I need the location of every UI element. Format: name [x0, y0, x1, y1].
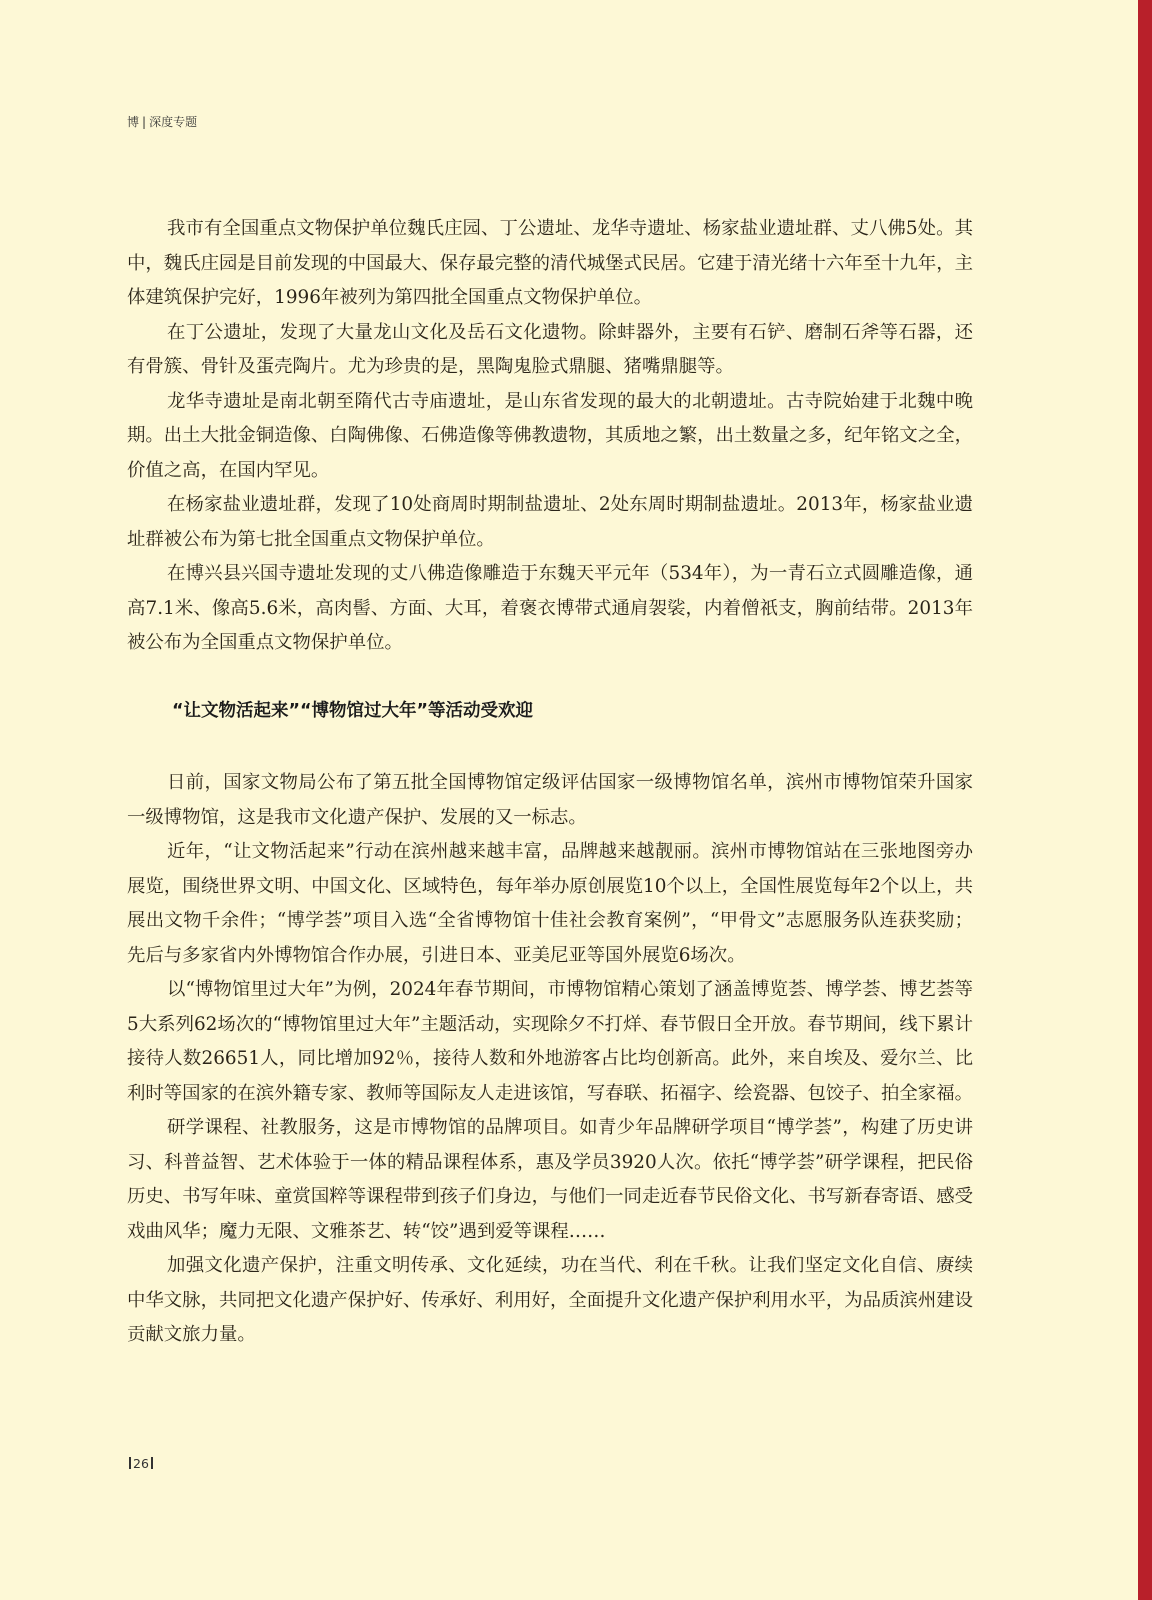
page-number-value: 26: [133, 1456, 149, 1471]
paragraph: 研学课程、社教服务，这是市博物馆的品牌项目。如青少年品牌研学项目“博学荟”，构建了历史讲习、科普益智、艺术体验于一体的精品课程体系，惠及学员3920人次。依托“博学荟”研学课程，把民俗历史、书写年味、童赏国粹等课程带到孩子们身边，与他们一同走近春节民俗文化、书写新春寄语、感受戏曲风华；魔力无限、文雅茶艺、转“饺”遇到爱等课程……: [127, 1117, 973, 1242]
paragraph: 日前，国家文物局公布了第五批全国博物馆定级评估国家一级博物馆名单，滨州市博物馆荣升国家一级博物馆，这是我市文化遗产保护、发展的又一标志。: [127, 772, 973, 828]
header-separator: |: [142, 115, 147, 129]
header-section: 深度专题: [149, 115, 198, 129]
section-1-body: [127, 212, 973, 661]
paragraph: 以“博物馆里过大年”为例，2024年春节期间，市博物馆精心策划了涵盖博览荟、博学荟、博艺荟等5大系列62场次的“博物馆里过大年”主题活动，实现除夕不打烊、春节假日全开放。春节期间，线下累计接待人数26651人，同比增加92％，接待人数和外地游客占比均创新高。此外，来自埃及、爱尔兰、比利时等国家的在滨外籍专家、教师等国际友人走进该馆，写春联、拓福字、绘瓷器、包饺子、拍全家福。: [127, 979, 973, 1104]
running-header: [127, 113, 197, 130]
page-number-right-bar: [151, 1457, 153, 1469]
paragraph: 在丁公遗址，发现了大量龙山文化及岳石文化遗物。除蚌器外，主要有石铲、磨制石斧等石器，还有骨簇、骨针及蛋壳陶片。尤为珍贵的是，黑陶鬼脸式鼎腿、猪嘴鼎腿等。: [127, 321, 973, 377]
paragraph: 在博兴县兴国寺遗址发现的丈八佛造像雕造于东魏天平元年（534年），为一青石立式圆雕造像，通高7.1米、像高5.6米，高肉髻、方面、大耳，着褒衣博带式通肩袈裟，内着僧祇支，胸前结带。2013年被公布为全国重点文物保护单位。: [127, 563, 973, 653]
paragraph: 加强文化遗产保护，注重文明传承、文化延续，功在当代、利在千秋。让我们坚定文化自信、赓续中华文脉，共同把文化遗产保护好、传承好、利用好，全面提升文化遗产保护利用水平，为品质滨州建设贡献文旅力量。: [127, 1255, 973, 1345]
section-heading: “让文物活起来”“博物馆过大年”等活动受欢迎: [172, 701, 534, 721]
paragraph: 近年，“让文物活起来”行动在滨州越来越丰富，品牌越来越靓丽。滨州市博物馆站在三张地图旁办展览，围绕世界文明、中国文化、区域特色，每年举办原创展览10个以上，全国性展览每年2个以上，共展出文物千余件；“博学荟”项目入选“全省博物馆十佳社会教育案例”，“甲骨文”志愿服务队连获奖励；先后与多家省内外博物馆合作办展，引进日本、亚美尼亚等国外展览6场次。: [127, 841, 973, 966]
section-2-body: [127, 766, 973, 1353]
paragraph: 在杨家盐业遗址群，发现了10处商周时期制盐遗址、2处东周时期制盐遗址。2013年，杨家盐业遗址群被公布为第七批全国重点文物保护单位。: [127, 494, 973, 550]
paragraph: 我市有全国重点文物保护单位魏氏庄园、丁公遗址、龙华寺遗址、杨家盐业遗址群、丈八佛5处。其中，魏氏庄园是目前发现的中国最大、保存最完整的清代城堡式民居。它建于清光绪十六年至十九年，主体建筑保护完好，1996年被列为第四批全国重点文物保护单位。: [127, 218, 973, 308]
page-number: [127, 1456, 155, 1471]
page-number-left-bar: [129, 1457, 131, 1469]
right-edge-accent-bar: [1138, 0, 1152, 1600]
paragraph: 龙华寺遗址是南北朝至隋代古寺庙遗址，是山东省发现的最大的北朝遗址。古寺院始建于北魏中晚期。出土大批金铜造像、白陶佛像、石佛造像等佛教遗物，其质地之繁，出土数量之多，纪年铭文之全，价值之高，在国内罕见。: [127, 390, 973, 481]
header-brand: 博: [127, 115, 140, 129]
